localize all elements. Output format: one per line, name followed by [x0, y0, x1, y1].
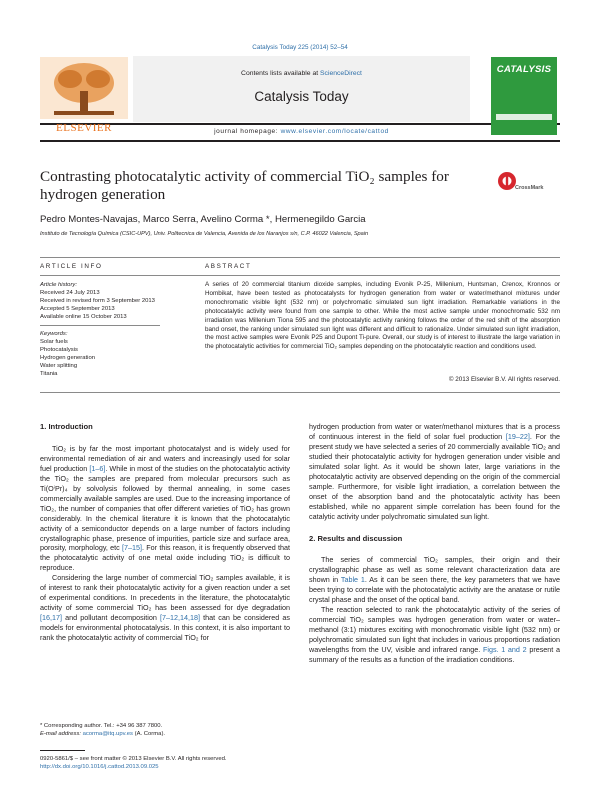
keyword-item: Water splitting [40, 363, 78, 369]
keywords-block [40, 330, 180, 378]
results-p1-text: . As it can be seen there, the key parameters that we have been trying to correlate with the photocatalytic activity are the anatase or rutile crystal phase and the onset of the optical band. [309, 575, 560, 605]
header-rule-bottom [40, 140, 560, 142]
right-p1-text: . For the present study we have selected a series of 20 commercially available TiO₂ and studied their photocatalytic activity for hydrogen generation under visible and simulated solar light. As it would be shown later, large variations in the photocatalytic activity are observed depending on the origin of the commercial sample. Furthermore, for visible light irradiation, a correlation between the onset of the absorption band and the photocatalytic activity has been established, while no apparent simple correlation has been found for the catalytic activity under polychromatic simulated sun light. [309, 431, 561, 521]
article-history [40, 281, 180, 321]
crossmark-label[interactable]: CrossMark [515, 185, 544, 191]
keyword-item: Solar fuels [40, 339, 68, 345]
abstract-label: ABSTRACT [205, 263, 252, 270]
journal-cover-band [496, 114, 552, 120]
introduction-heading: 1. Introduction [40, 422, 93, 431]
homepage-prefix: journal homepage: [214, 128, 281, 135]
email-suffix: (A. Corma). [132, 731, 166, 738]
results-paragraph-1 [309, 555, 560, 605]
intro-p1-text: . For this reason, it is frequently observed that the photocatalytic activity of one metal oxide including TiO₂ is difficult to reproduce. [40, 543, 290, 573]
intro-paragraph-1 [40, 444, 290, 573]
intro-paragraph-2 [40, 573, 290, 643]
homepage-link[interactable]: www.elsevier.com/locate/cattod [280, 128, 389, 135]
reference-link[interactable]: [7–12,14,18] [160, 613, 200, 623]
history-received: Received 24 July 2013 [40, 290, 100, 296]
article-title-line-1: Contrasting photocatalytic activity of commercial TiO₂ samples for [40, 168, 449, 185]
homepage-line [133, 128, 470, 135]
publisher-name: ELSEVIER [56, 122, 112, 134]
body-left-column [40, 422, 290, 643]
email-link[interactable]: acorma@itq.upv.es [82, 731, 133, 738]
history-revised: Received in revised form 3 September 2013 [40, 298, 155, 304]
history-online: Available online 15 October 2013 [40, 314, 127, 320]
keywords-separator [40, 325, 160, 326]
table-reference-link[interactable]: Table 1 [340, 575, 365, 585]
footnote-rule [40, 750, 85, 751]
contents-prefix: Contents lists available at [241, 70, 321, 77]
journal-citation: Catalysis Today 225 (2014) 52–54 [252, 44, 348, 51]
abstract-text: A series of 20 commercial titanium dioxide samples, including Evonik P-25, Millenium, Huntsman, Crenox, Kronnos or Hombikat, have been tested as photocatalysts for hydrogen generation from water or water/methanol mixtures under monochromatic visible light (532 nm) or polychromatic simulated sun light irradiation. Remarkable variations in the photocatalytic activity were found from one sample to other. While the most active sample under monochromatic 532 nm irradiation was Millenium Tiona 595 and the photocatalytic activity ranking follows the order of the red shift of the absorption band onset, the ranking under simulated sun light was different and difficult to rationalize. Under simulated sun light irradiation, the most active samples were Evonik P25 and Dupont Ti-pure. Overall, our study is of interest to illustrate the large variation in the photocatalytic activities for commercial TiO₂ samples depending on the photocatalytic reaction and conditions used. [205, 281, 560, 351]
email-label: E-mail address: [40, 731, 83, 738]
figure-reference-link[interactable]: Figs. 1 and 2 [482, 645, 527, 655]
abstract-copyright: © 2013 Elsevier B.V. All rights reserved. [448, 376, 560, 383]
reference-link[interactable]: [16,17] [40, 613, 62, 623]
abstract-rule-bottom [40, 392, 560, 393]
body-right-column [309, 422, 560, 665]
journal-cover-title: CATALYSIS [496, 64, 552, 75]
author-list: Pedro Montes-Navajas, Marco Serra, Avelino Corma *, Hermenegildo Garcia [40, 214, 366, 225]
keyword-item: Photocatalysis [40, 347, 78, 353]
results-paragraph-2 [309, 605, 560, 665]
intro-p2-text: that can be considered as models for environmental photocatalysis. In this context, it is also important to rank the photocatalytic activity of commercial TiO₂ for [40, 613, 290, 643]
intro-p2-text: Considering the large number of commercial TiO₂ samples available, it is of interest to rank their photocatalytic activity for a given reaction under a set of experimental conditions. In precedents in the literature, the photocatalytic activity of some commercial TiO₂ has been assessed for dye degradation [40, 573, 290, 613]
results-heading: 2. Results and discussion [309, 533, 403, 543]
results-p1-text: The series of commercial TiO₂ samples, their origin and their crystallographic phase as well as some relevant characterization data are shown in [309, 555, 560, 585]
article-title [40, 168, 480, 204]
info-rule-top [40, 257, 560, 258]
intro-p1-text: . While in most of the studies on the photocatalytic activity the TiO₂ the samples are prepared from molecular precursors such as Ti(OⁱPr)₄ by solvolysis followed by thermal annealing, in some cases commercially available samples are used. Due to the increasing importance of TiO₂, the number of companies that offer different varieties of TiO₂ has grown considerably. In the chemical literature it is known that the photocatalytic activity of a semiconductor depends on a large number of factors including crystallographic phase, presence of impurities, particle size and surface area, porosity, morphology, etc [40, 463, 290, 553]
info-rule-middle [40, 275, 560, 276]
reference-link[interactable]: [7–15] [122, 543, 143, 553]
keyword-item: Hydrogen generation [40, 355, 96, 361]
issn-doi-block [40, 755, 340, 771]
contents-line [133, 70, 470, 77]
right-p1-text: hydrogen production from water or water/methanol mixtures that is a process of continuous interest in the field of solar fuel production [309, 422, 560, 441]
results-p2-text: The reaction selected to rank the photocatalytic activity of the series of commercial TiO₂ samples was hydrogen generation from water or water–methanol (3:1) mixtures exciting with monochromatic visible light (532 nm) or polychromatic simulated sun light that includes in various proportions radiation wavelengths from the UV, visible and infrared range. [309, 605, 560, 655]
sciencedirect-link[interactable]: ScienceDirect [320, 70, 362, 77]
journal-name: Catalysis Today [254, 89, 349, 104]
keyword-item: Titania [40, 371, 58, 377]
history-label: Article history: [40, 282, 77, 288]
reference-link[interactable]: [19–22] [505, 431, 530, 441]
affiliation: Instituto de Tecnología Química (CSIC-UPV), Univ. Politecnica de Valencia, Avenida de los Naranjos s/n, C.P. 46022 Valencia, Spain [40, 231, 369, 237]
history-accepted: Accepted 5 September 2013 [40, 306, 115, 312]
results-p2-text: present a summary of the results as a function of the irradiation conditions. [309, 645, 560, 665]
doi-link[interactable]: http://dx.doi.org/10.1016/j.cattod.2013.09.025 [40, 764, 159, 771]
footnotes [40, 722, 290, 738]
article-info-label: ARTICLE INFO [40, 263, 103, 270]
right-paragraph-1 [309, 422, 560, 522]
article-title-line-2: hydrogen generation [40, 186, 166, 203]
issn-line: 0920-5861/$ – see front matter © 2013 Elsevier B.V. All rights reserved. [40, 756, 227, 762]
elsevier-tree-logo [40, 57, 128, 119]
intro-p2-text: and pollutant decomposition [61, 613, 161, 623]
corresponding-author-note: * Corresponding author. Tel.: +34 96 387 7800. [40, 723, 163, 729]
intro-p1-text: TiO₂ is by far the most important photocatalyst and is widely used for environmental remediation of air and waters and increasingly used for solar fuel production [40, 443, 290, 473]
email-note [40, 730, 290, 738]
reference-link[interactable]: [1–6] [89, 463, 106, 473]
keywords-label: Keywords: [40, 331, 68, 337]
